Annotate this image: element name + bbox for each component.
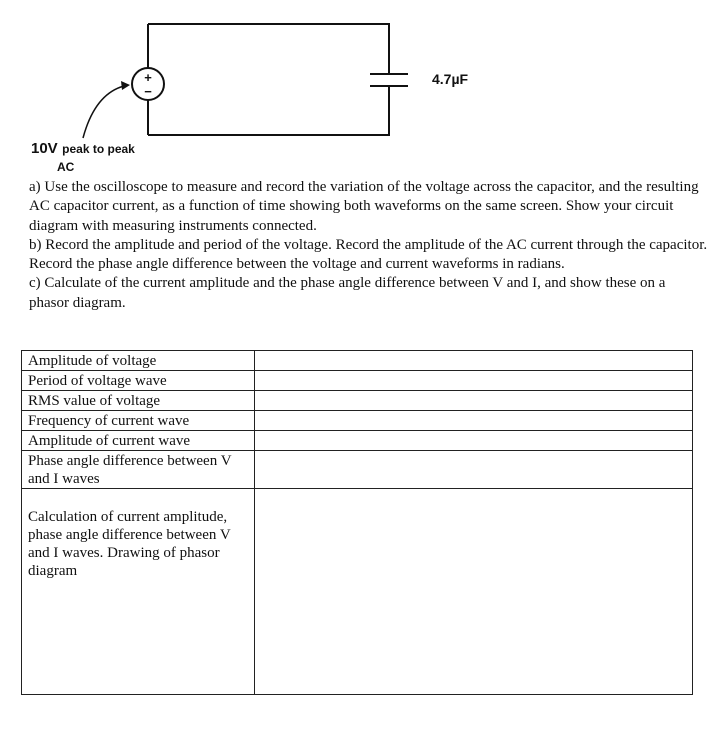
instruction-part-b: b) Record the amplitude and period of the voltage. Record the amplitude of the AC current through the capacitor. Record the phase angle difference between the voltage and current waveforms in radians. (29, 236, 708, 273)
answer-cell[interactable] (255, 451, 693, 489)
source-plus-sign: + (144, 70, 152, 85)
capacitor-label: 4.7µF (432, 71, 469, 87)
table-row (22, 411, 693, 431)
table-row (22, 371, 693, 391)
table-row (22, 431, 693, 451)
row-label: Amplitude of current wave (22, 431, 255, 451)
row-label: Phase angle difference between V and I waves (22, 451, 255, 489)
source-type: AC (57, 160, 75, 174)
answer-cell[interactable] (255, 351, 693, 371)
pointer-arrow-icon (83, 86, 124, 138)
circuit-wire-bottom (148, 86, 389, 135)
source-minus-sign: − (144, 84, 152, 99)
circuit-wire-top (148, 24, 389, 74)
answer-cell[interactable] (255, 411, 693, 431)
results-table (21, 350, 693, 695)
instructions (29, 178, 709, 313)
pointer-arrowhead-icon (121, 81, 130, 90)
source-voltage-suffix: peak to peak (62, 142, 135, 156)
calculation-answer-cell[interactable] (255, 489, 693, 695)
calculation-label-cell (22, 489, 255, 695)
source-voltage: 10V (31, 140, 58, 157)
row-label: Amplitude of voltage (22, 351, 255, 371)
answer-cell[interactable] (255, 391, 693, 411)
row-label: Frequency of current wave (22, 411, 255, 431)
answer-cell[interactable] (255, 431, 693, 451)
table-row (22, 351, 693, 371)
table-row (22, 391, 693, 411)
instruction-part-c: c) Calculate of the current amplitude and the phase angle difference between V and I, and show these on a phasor diagram. (29, 275, 666, 311)
row-label: RMS value of voltage (22, 391, 255, 411)
instruction-part-a: a) Use the oscilloscope to measure and record the variation of the voltage across the capacitor, and the resulting AC capacitor current, as a function of time showing both waveforms on the same screen. Show your circuit diagram with measuring instruments connected. (29, 179, 699, 234)
row-label: Period of voltage wave (22, 371, 255, 391)
calculation-label: Calculation of current amplitude, phase angle difference between V and I waves. Drawing of phasor diagram (28, 509, 231, 579)
table-row (22, 489, 693, 695)
source-label (31, 140, 135, 174)
answer-cell[interactable] (255, 371, 693, 391)
table-row (22, 451, 693, 489)
